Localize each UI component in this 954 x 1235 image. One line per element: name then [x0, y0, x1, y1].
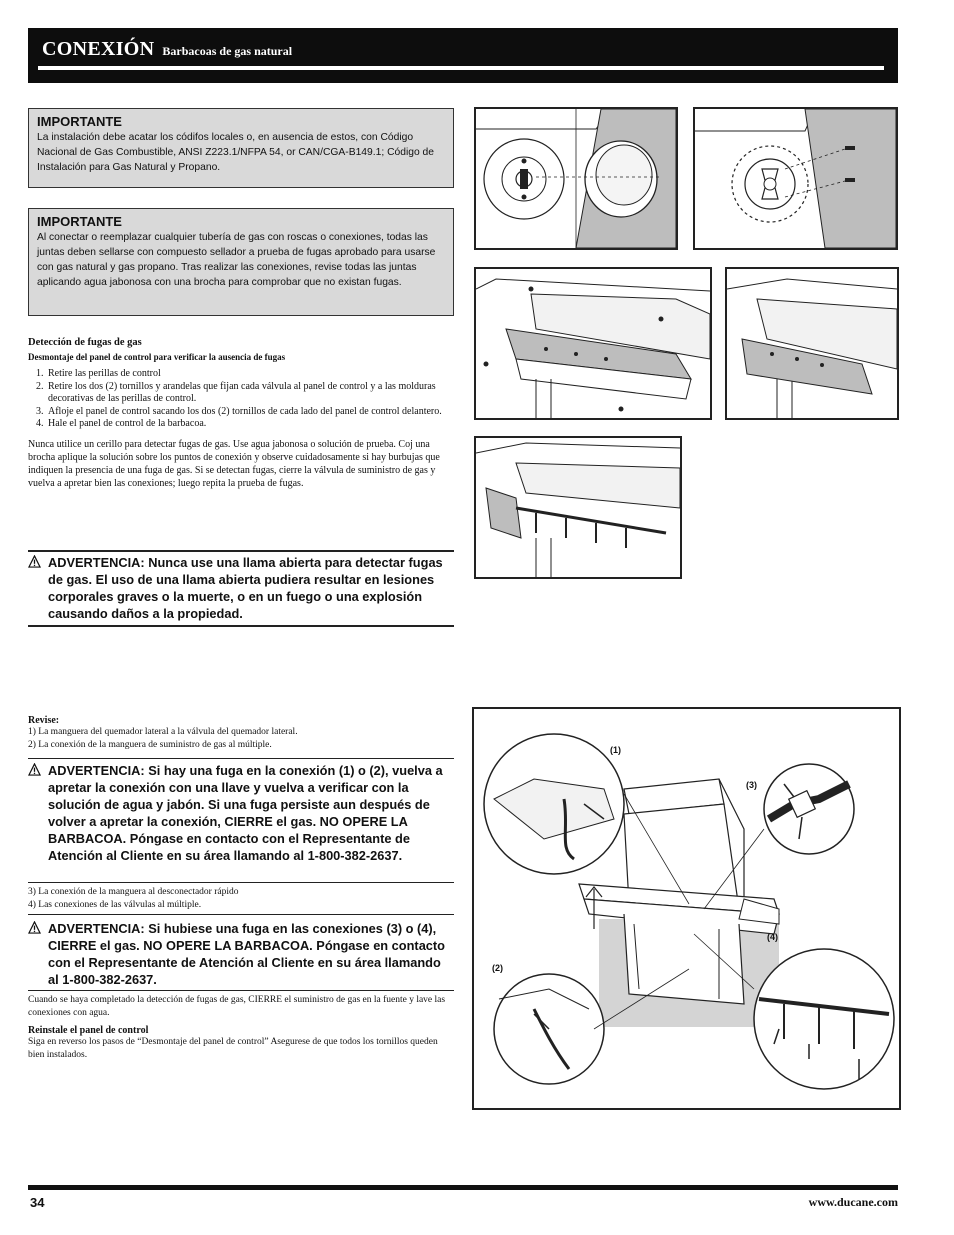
step-item: 1. Retire las perillas de control [46, 368, 454, 381]
panel-pulled-illustration [727, 269, 897, 418]
warning-connection-1-2 [28, 762, 454, 864]
grill-illustration [474, 709, 899, 1108]
warning-triangle-icon [28, 921, 41, 934]
final-paragraph: Cuando se haya completado la detección de fugas de gas, CIERRE el suministro de gas en la fuente y lave las conexiones con agua. [28, 995, 446, 1018]
step-item: 2. Retire los dos (2) tornillos y arandelas que fijan cada válvula al panel de control y a las molduras decorativas de las perillas de control. [46, 381, 454, 406]
panel-illustration [476, 269, 710, 418]
warning-text: ADVERTENCIA: Nunca use una llama abierta para detectar fugas de gas. El uso de una llama abierta pudiera resultar en lesiones corporales graves o la muerte, o en un fuego o una explosión causando daños a la propiedad. [48, 555, 443, 621]
leak-title: Detección de fugas de gas [28, 337, 142, 348]
divider [28, 550, 454, 552]
knob-illustration [476, 109, 676, 248]
check-section-2 [28, 886, 454, 911]
step-item: 4. Hale el panel de control de la barbacoa. [46, 418, 454, 431]
page-header [28, 28, 898, 83]
footer-rule [28, 1185, 898, 1190]
leak-detection-section [28, 337, 454, 490]
figure-control-panel-screws [474, 267, 712, 420]
check-title: Revise: [28, 715, 60, 726]
reinstall-title: Reinstale el panel de control [28, 1025, 149, 1036]
figure-manifold-exposed [474, 436, 682, 579]
check-item: 2) La conexión de la manguera de suministro de gas al múltiple. [28, 739, 272, 750]
figure-panel-pulled [725, 267, 899, 420]
step-item: 3. Afloje el panel de control sacando los dos (2) tornillos de cada lado del panel de control delantero. [46, 406, 454, 419]
important-box-sealant [28, 208, 454, 316]
section-title: CONEXIÓN [42, 38, 155, 60]
screw-illustration [695, 109, 896, 248]
warning-text: ADVERTENCIA: Si hay una fuga en la conexión (1) o (2), vuelva a apretar la conexión con una llave y vuelva a verificar con la solución de agua y jabón. Si una fuga persiste aun después de volver a apretar la conexión, CIERRE el gas. NO OPERE LA BARBACOA. Póngase en contacto con el Representante de Atención al Cliente en su área llamando al 1-800-382-2637. [48, 763, 443, 863]
figure-screw-removal [693, 107, 898, 250]
divider [28, 882, 454, 883]
website-link[interactable]: www.ducane.com [808, 1195, 898, 1209]
check-item: 4) Las conexiones de las válvulas al múltiple. [28, 899, 202, 910]
callout-4-label: (4) [767, 932, 778, 942]
warning-text: ADVERTENCIA: Si hubiese una fuga en las conexiones (3) o (4), CIERRE el gas. NO OPERE LA BARBACOA. Póngase en contacto con el Representante de Atención al Cliente en su área llamando al 1-800-382-2637. [48, 921, 446, 987]
divider [28, 990, 454, 991]
section-subtitle: Barbacoas de gas natural [162, 44, 293, 58]
warning-open-flame [28, 554, 454, 622]
callout-2-label: (2) [492, 963, 503, 973]
leak-paragraph: Nunca utilice un cerillo para detectar fugas de gas. Use agua jabonosa o solución de prueba. Coj una brocha aplique la solución sobre los puntos de conexión y observe cuidadosamente si hay burbujas que indiquen la presencia de una fuga de gas. Si se detectan fugas, cierre la válvula de suministro de gas y vuelva a apretar bien las conexiones; luego repita la prueba de fugas. [28, 438, 440, 489]
callout-1-label: (1) [610, 745, 621, 755]
divider [28, 625, 454, 627]
reinstall-text: Siga en reverso los pasos de “Desmontaje del panel de control” Asegurese de que todos los tornillos queden bien instalados. [28, 1037, 438, 1060]
check-item: 3) La conexión de la manguera al desconectador rápido [28, 887, 239, 897]
important-text: Al conectar o reemplazar cualquier tubería de gas con roscas o conexiones, todas las juntas deben sellarse con compuesto sellador a prueba de fugas aprobado para usarse con gas natural y gas propano. Tras realizar las conexiones, revise todas las juntas aplicando agua jabonosa con una brocha para comprobar que no existan fugas. [37, 232, 436, 288]
warning-connection-3-4 [28, 920, 454, 988]
warning-triangle-icon [28, 555, 41, 568]
leak-subtitle: Desmontaje del panel de control para verificar la ausencia de fugas [28, 352, 286, 362]
header-rule [38, 66, 884, 70]
check-section [28, 715, 454, 751]
important-title: IMPORTANTE [37, 214, 122, 229]
page-number: 34 [30, 1195, 45, 1210]
check-item: 1) La manguera del quemador lateral a la válvula del quemador lateral. [28, 727, 298, 737]
callout-3-label: (3) [746, 780, 757, 790]
divider [28, 758, 454, 759]
divider [28, 914, 454, 915]
header-title [42, 38, 292, 61]
important-text: La instalación debe acatar los códifos locales o, en ausencia de estos, con Código Nacional de Gas Combustible, ANSI Z223.1/NFPA 54, or CAN/CGA-B149.1; Código de Instalación para Gas Natural y Propano. [37, 132, 435, 173]
leak-steps [28, 368, 454, 431]
manifold-illustration [476, 438, 680, 577]
final-section [28, 994, 454, 1061]
important-box-codes [28, 108, 454, 188]
figure-grill-callouts [472, 707, 901, 1110]
warning-triangle-icon [28, 763, 41, 776]
important-title: IMPORTANTE [37, 114, 122, 129]
figure-knob-removal [474, 107, 678, 250]
